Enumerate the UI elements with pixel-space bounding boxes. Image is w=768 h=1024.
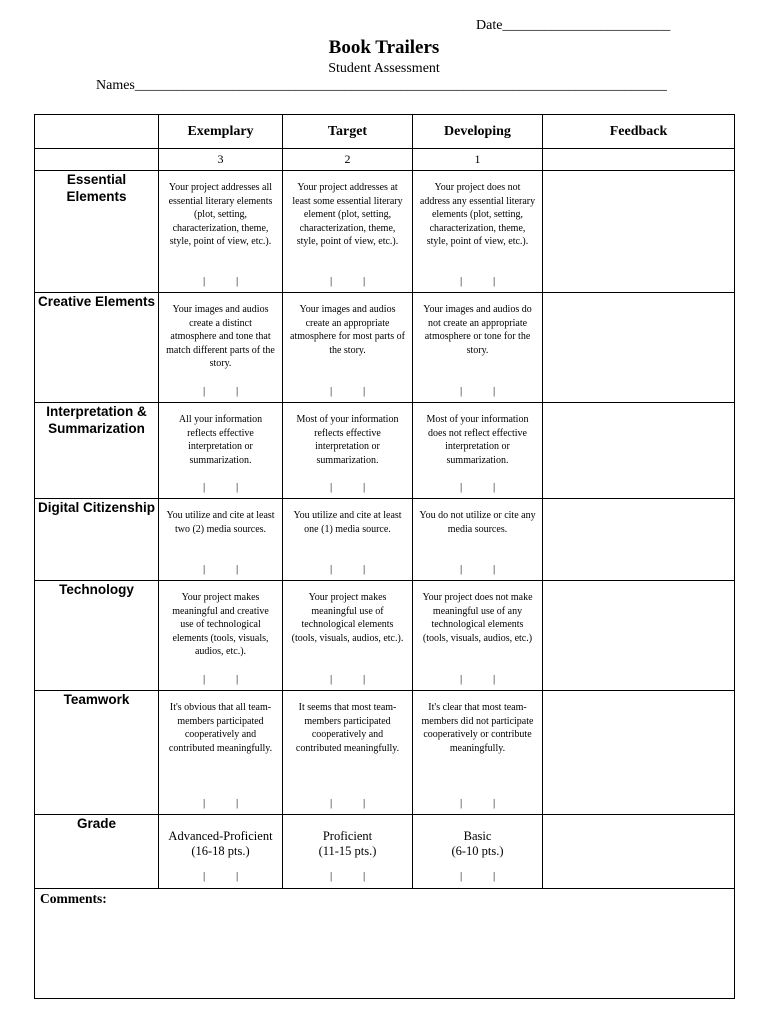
descriptor-developing[interactable] [413, 691, 543, 815]
descriptor-text: Your images and audios do not create an appropriate atmosphere or tone for the story. [423, 304, 532, 356]
page-title: Book Trailers [328, 37, 440, 58]
descriptor-text: Your project addresses all essential literary elements (plot, setting, characterization, theme, style, point of view, etc.). [168, 182, 273, 247]
rubric-row-technology [35, 581, 735, 691]
corner-header [35, 115, 159, 149]
column-header-developing: Developing [413, 115, 543, 149]
criterion-label: Interpretation & Summarization [35, 403, 159, 499]
descriptor-exemplary[interactable] [159, 403, 283, 499]
feedback-cell[interactable] [543, 293, 735, 403]
criterion-label: Essential Elements [35, 171, 159, 293]
descriptor-developing[interactable] [413, 403, 543, 499]
criterion-label: Digital Citizenship [35, 499, 159, 581]
descriptor-text: You utilize and cite at least two (2) media sources. [166, 510, 275, 535]
score-tick-marks: | | [460, 672, 496, 685]
descriptor-developing[interactable] [413, 499, 543, 581]
grade-level: Advanced-Proficient [168, 829, 273, 843]
score-tick-marks: | | [203, 562, 239, 575]
score-tick-marks: | | [330, 274, 366, 287]
names-field[interactable]: Names____________________________________________________________________________ [96, 78, 667, 93]
score-tick-marks: | | [203, 672, 239, 685]
score-tick-marks: | | [460, 384, 496, 397]
grade-advanced-proficient[interactable] [159, 815, 283, 889]
descriptor-target[interactable] [283, 499, 413, 581]
score-tick-marks: | | [460, 562, 496, 575]
descriptor-target[interactable] [283, 293, 413, 403]
score-tick-marks: | | [203, 796, 239, 809]
column-header-exemplary: Exemplary [159, 115, 283, 149]
grade-level: Basic [463, 829, 492, 843]
score-tick-marks: | | [330, 384, 366, 397]
score-tick-marks: | | [203, 870, 239, 882]
descriptor-text: All your information reflects effective interpretation or summarization. [178, 414, 263, 466]
criterion-label: Teamwork [35, 691, 159, 815]
points-blank [35, 149, 159, 171]
criterion-label: Creative Elements [35, 293, 159, 403]
comments-row [35, 889, 735, 999]
descriptor-text: Most of your information does not reflect effective interpretation or summarization. [426, 414, 529, 466]
descriptor-target[interactable] [283, 581, 413, 691]
header-row [35, 115, 735, 149]
descriptor-text: Your project does not make meaningful use of any technological elements (tools, visuals, audios, etc.) [422, 592, 533, 644]
column-header-target: Target [283, 115, 413, 149]
descriptor-text: Your images and audios create a distinct atmosphere and tone that match different parts of the story. [166, 304, 275, 369]
descriptor-target[interactable] [283, 691, 413, 815]
criterion-label: Grade [35, 815, 159, 889]
descriptor-text: Your project addresses at least some essential literary element (plot, setting, characterization, theme, style, point of view, etc.). [292, 182, 403, 247]
column-header-feedback: Feedback [543, 115, 735, 149]
grade-level: Proficient [322, 829, 373, 843]
descriptor-text: You do not utilize or cite any media sources. [419, 510, 536, 535]
descriptor-exemplary[interactable] [159, 171, 283, 293]
descriptor-developing[interactable] [413, 171, 543, 293]
descriptor-text: It's clear that most team-members did not participate cooperatively or contribute meaningfully. [421, 702, 534, 754]
points-developing: 1 [413, 149, 543, 171]
descriptor-exemplary[interactable] [159, 293, 283, 403]
descriptor-text: Your images and audios create an appropriate atmosphere for most parts of the story. [290, 304, 405, 356]
feedback-cell[interactable] [543, 499, 735, 581]
descriptor-target[interactable] [283, 403, 413, 499]
score-tick-marks: | | [330, 796, 366, 809]
rubric-row-teamwork [35, 691, 735, 815]
page-subtitle: Student Assessment [328, 61, 440, 76]
descriptor-text: You utilize and cite at least one (1) media source. [293, 510, 402, 535]
criterion-label: Technology [35, 581, 159, 691]
score-tick-marks: | | [203, 274, 239, 287]
assessment-rubric-table [34, 114, 735, 999]
descriptor-text: It seems that most team-members participated cooperatively and contributed meaningfully. [295, 702, 400, 754]
score-tick-marks: | | [330, 562, 366, 575]
score-tick-marks: | | [460, 274, 496, 287]
grade-range: (16-18 pts.) [191, 844, 250, 858]
descriptor-target[interactable] [283, 171, 413, 293]
grade-basic[interactable] [413, 815, 543, 889]
feedback-cell[interactable] [543, 403, 735, 499]
score-tick-marks: | | [460, 796, 496, 809]
feedback-cell[interactable] [543, 171, 735, 293]
date-field[interactable]: Date________________________ [476, 18, 671, 33]
score-tick-marks: | | [330, 870, 366, 882]
descriptor-developing[interactable] [413, 581, 543, 691]
descriptor-text: Your project makes meaningful use of technological elements (tools, visuals, audios, etc.). [291, 592, 404, 644]
feedback-cell[interactable] [543, 581, 735, 691]
points-target: 2 [283, 149, 413, 171]
rubric-row-interpretation-summarization [35, 403, 735, 499]
score-tick-marks: | | [330, 672, 366, 685]
descriptor-developing[interactable] [413, 293, 543, 403]
descriptor-exemplary[interactable] [159, 581, 283, 691]
descriptor-exemplary[interactable] [159, 691, 283, 815]
rubric-row-grade [35, 815, 735, 889]
rubric-row-digital-citizenship [35, 499, 735, 581]
score-tick-marks: | | [460, 870, 496, 882]
comments-label: Comments: [40, 891, 107, 906]
grade-proficient[interactable] [283, 815, 413, 889]
feedback-cell[interactable] [543, 691, 735, 815]
points-row [35, 149, 735, 171]
points-exemplary: 3 [159, 149, 283, 171]
descriptor-text: Your project does not address any essential literary elements (plot, setting, characterization, theme, style, point of view, etc.). [419, 182, 536, 247]
score-tick-marks: | | [203, 480, 239, 493]
grade-range: (11-15 pts.) [318, 844, 377, 858]
descriptor-exemplary[interactable] [159, 499, 283, 581]
points-feedback-blank [543, 149, 735, 171]
descriptor-text: It's obvious that all team-members participated cooperatively and contributed meaningfully. [168, 702, 273, 754]
comments-box[interactable] [35, 889, 735, 999]
descriptor-text: Your project makes meaningful and creative use of technological elements (tools, visuals, audios, etc.). [172, 592, 269, 657]
score-tick-marks: | | [460, 480, 496, 493]
score-tick-marks: | | [330, 480, 366, 493]
rubric-row-creative-elements [35, 293, 735, 403]
feedback-cell[interactable] [543, 815, 735, 889]
grade-range: (6-10 pts.) [451, 844, 504, 858]
rubric-row-essential-elements [35, 171, 735, 293]
score-tick-marks: | | [203, 384, 239, 397]
descriptor-text: Most of your information reflects effective interpretation or summarization. [296, 414, 399, 466]
